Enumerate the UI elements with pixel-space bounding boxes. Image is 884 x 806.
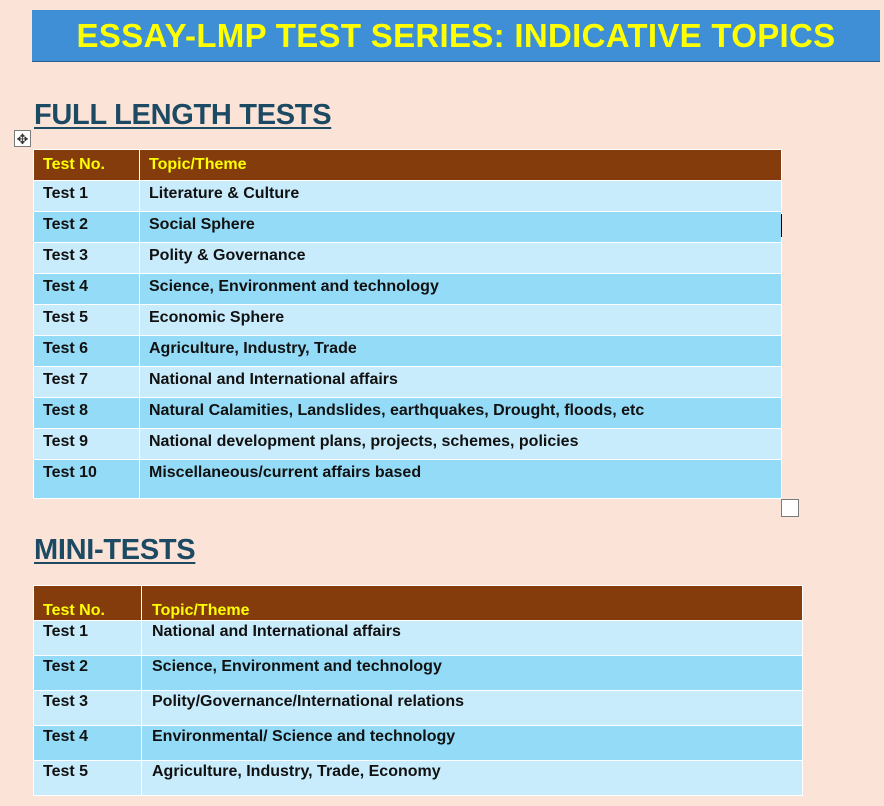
table-row xyxy=(34,621,803,656)
header-topic-theme[interactable]: Topic/Theme xyxy=(142,586,803,621)
test-number-cell[interactable]: Test 8 xyxy=(34,398,140,429)
topic-cell[interactable]: Economic Sphere xyxy=(140,305,782,336)
table-row xyxy=(34,761,803,796)
test-number-cell[interactable]: Test 1 xyxy=(34,621,142,656)
table-row xyxy=(34,212,782,243)
table-resize-handle-icon[interactable] xyxy=(781,499,799,517)
test-number-cell[interactable]: Test 4 xyxy=(34,726,142,761)
topic-cell[interactable]: Literature & Culture xyxy=(140,181,782,212)
test-number-cell[interactable]: Test 10 xyxy=(34,460,140,499)
table-row xyxy=(34,367,782,398)
test-number-cell[interactable]: Test 5 xyxy=(34,305,140,336)
table-row xyxy=(34,243,782,274)
test-number-cell[interactable]: Test 9 xyxy=(34,429,140,460)
mini-tests-table xyxy=(33,585,803,796)
topic-cell[interactable]: Natural Calamities, Landslides, earthquakes, Drought, floods, etc xyxy=(140,398,782,429)
table-row xyxy=(34,460,782,499)
table-row xyxy=(34,274,782,305)
topic-cell[interactable]: Polity/Governance/International relations xyxy=(142,691,803,726)
table-move-handle-icon[interactable]: ✥ xyxy=(14,130,31,147)
banner-title: ESSAY-LMP TEST SERIES: INDICATIVE TOPICS xyxy=(76,16,836,54)
test-number-cell[interactable]: Test 2 xyxy=(34,656,142,691)
topic-cell[interactable]: National and International affairs xyxy=(140,367,782,398)
topic-cell[interactable]: National and International affairs xyxy=(142,621,803,656)
topic-cell[interactable]: Miscellaneous/current affairs based xyxy=(140,460,782,499)
full-length-tests-table xyxy=(33,149,782,499)
table-row xyxy=(34,336,782,367)
table-row xyxy=(34,656,803,691)
header-test-no[interactable]: Test No. xyxy=(34,150,140,181)
topic-cell[interactable]: Science, Environment and technology xyxy=(140,274,782,305)
text-cursor xyxy=(781,214,782,237)
topic-cell[interactable]: Environmental/ Science and technology xyxy=(142,726,803,761)
topic-cell[interactable]: Agriculture, Industry, Trade, Economy xyxy=(142,761,803,796)
table-row xyxy=(34,691,803,726)
table-header-row xyxy=(34,150,782,181)
header-topic-theme[interactable]: Topic/Theme xyxy=(140,150,782,181)
topic-cell[interactable]: Science, Environment and technology xyxy=(142,656,803,691)
table-row xyxy=(34,398,782,429)
topic-cell[interactable]: Polity & Governance xyxy=(140,243,782,274)
test-number-cell[interactable]: Test 7 xyxy=(34,367,140,398)
topic-cell[interactable]: National development plans, projects, schemes, policies xyxy=(140,429,782,460)
test-number-cell[interactable]: Test 5 xyxy=(34,761,142,796)
table-row xyxy=(34,181,782,212)
table-row xyxy=(34,305,782,336)
test-number-cell[interactable]: Test 2 xyxy=(34,212,140,243)
table-row xyxy=(34,429,782,460)
test-number-cell[interactable]: Test 6 xyxy=(34,336,140,367)
full-length-tests-heading: FULL LENGTH TESTS xyxy=(34,99,332,131)
topic-cell[interactable]: Social Sphere xyxy=(140,212,782,243)
test-number-cell[interactable]: Test 3 xyxy=(34,691,142,726)
test-number-cell[interactable]: Test 3 xyxy=(34,243,140,274)
title-banner xyxy=(32,10,880,62)
table-header-row xyxy=(34,586,803,621)
header-test-no[interactable]: Test No. xyxy=(34,586,142,621)
topic-cell[interactable]: Agriculture, Industry, Trade xyxy=(140,336,782,367)
test-number-cell[interactable]: Test 1 xyxy=(34,181,140,212)
table-row xyxy=(34,726,803,761)
mini-tests-heading: MINI-TESTS xyxy=(34,534,196,566)
test-number-cell[interactable]: Test 4 xyxy=(34,274,140,305)
